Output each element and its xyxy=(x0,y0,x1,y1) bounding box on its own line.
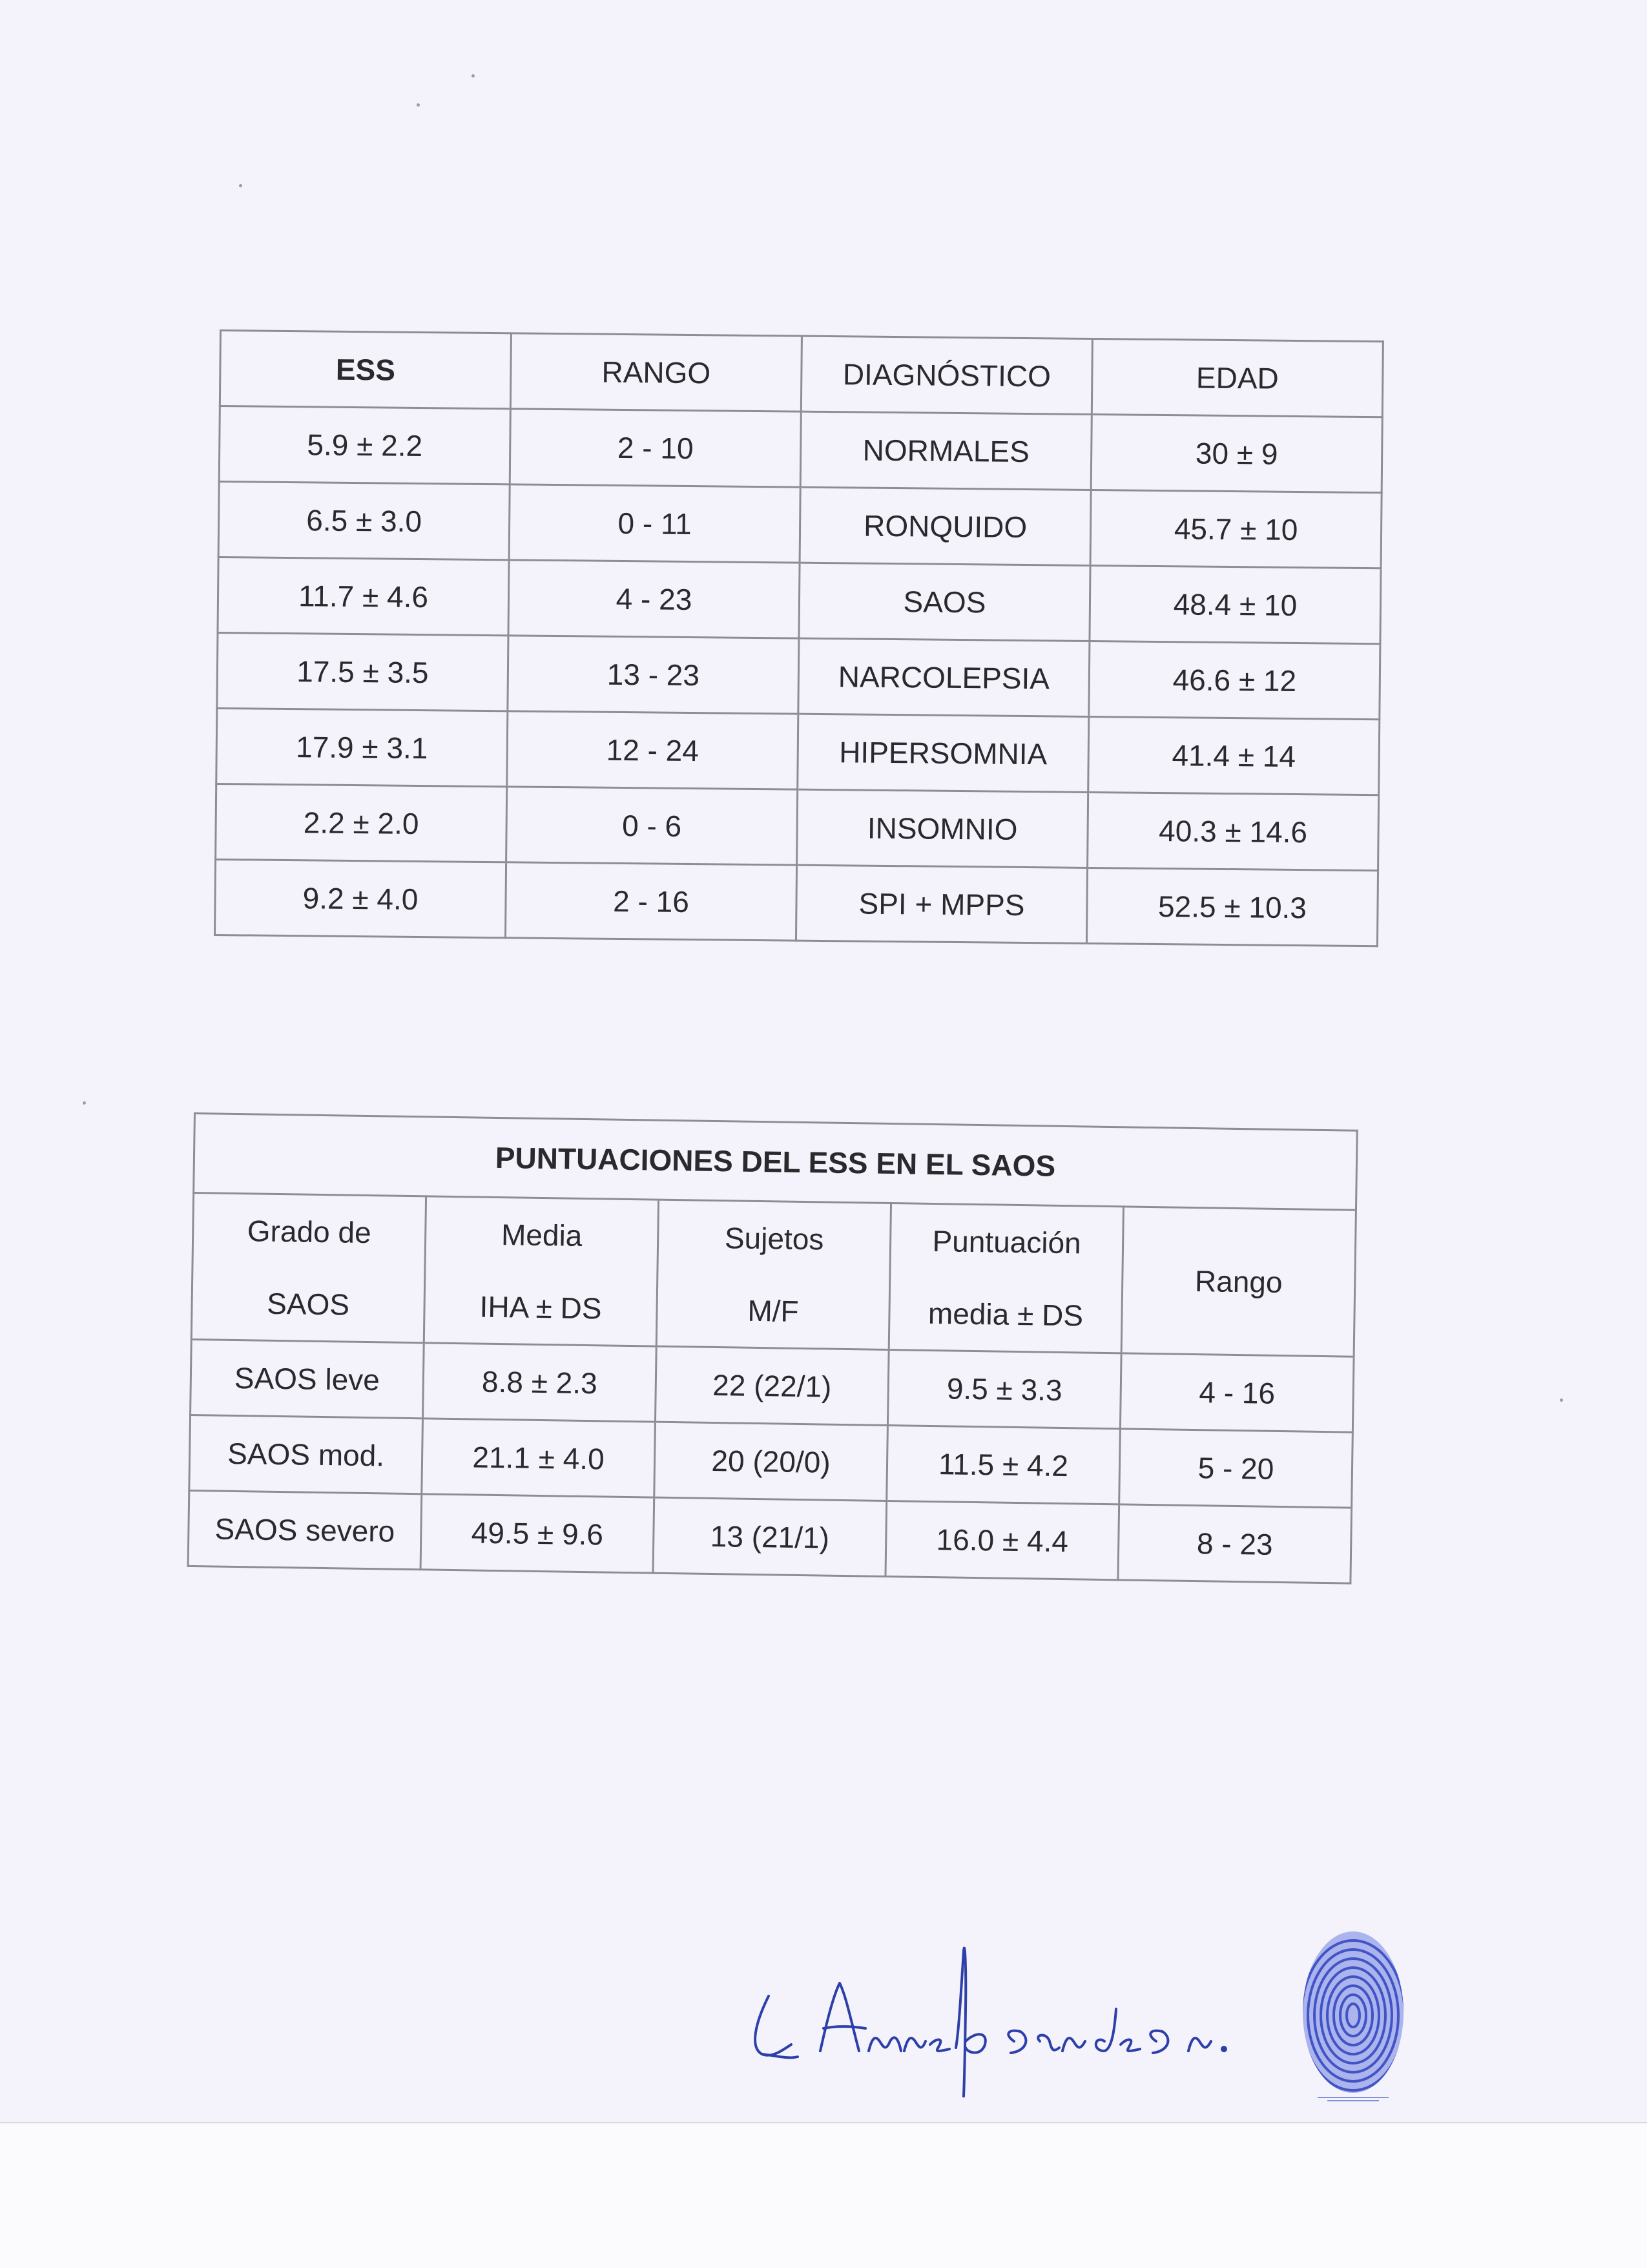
table-row xyxy=(218,557,1381,643)
header-rango xyxy=(1121,1207,1356,1357)
scan-speck xyxy=(83,1101,86,1105)
cell-diagnostico: NORMALES xyxy=(800,411,1092,490)
table-row xyxy=(215,859,1378,946)
header-line: Sujetos xyxy=(724,1221,824,1256)
header-line: SAOS xyxy=(266,1286,350,1322)
thumbprint xyxy=(1298,1928,1408,2103)
scan-speck xyxy=(1560,1399,1563,1402)
header-line: M/F xyxy=(747,1293,800,1328)
header-line: Rango xyxy=(1194,1264,1283,1300)
cell-edad: 46.6 ± 12 xyxy=(1089,641,1380,719)
table-row xyxy=(216,708,1380,795)
cell-puntuacion: 9.5 ± 3.3 xyxy=(887,1350,1121,1429)
header-sujetos xyxy=(656,1200,891,1349)
header-media xyxy=(424,1196,658,1346)
cell-rango: 13 - 23 xyxy=(508,636,799,714)
header-line: media ± DS xyxy=(927,1296,1084,1333)
cell-ess: 6.5 ± 3.0 xyxy=(218,482,510,560)
cell-diagnostico: SAOS xyxy=(799,563,1090,641)
cell-sujetos: 22 (22/1) xyxy=(655,1346,889,1425)
scan-speck xyxy=(471,74,475,78)
cell-diagnostico: HIPERSOMNIA xyxy=(798,714,1089,792)
cell-grado: SAOS severo xyxy=(188,1490,422,1569)
scan-margin xyxy=(0,2122,1647,2268)
table-row xyxy=(218,482,1382,568)
header-line: Media xyxy=(501,1218,583,1253)
cell-rango: 4 - 23 xyxy=(508,560,800,638)
header-rango: RANGO xyxy=(510,333,802,411)
header-line: Puntuación xyxy=(932,1223,1082,1260)
cell-media: 8.8 ± 2.3 xyxy=(423,1343,657,1422)
cell-media: 49.5 ± 9.6 xyxy=(420,1494,654,1573)
cell-rango: 5 - 20 xyxy=(1119,1429,1353,1508)
cell-edad: 30 ± 9 xyxy=(1091,414,1382,492)
cell-edad: 40.3 ± 14.6 xyxy=(1088,792,1379,870)
cell-rango: 0 - 11 xyxy=(509,484,800,563)
cell-puntuacion: 11.5 ± 4.2 xyxy=(887,1425,1121,1504)
table-title: PUNTUACIONES DEL ESS EN EL SAOS xyxy=(194,1114,1358,1211)
cell-diagnostico: RONQUIDO xyxy=(800,487,1091,565)
table-row xyxy=(219,406,1382,493)
header-line: Grado de xyxy=(247,1214,372,1250)
header-line: IHA ± DS xyxy=(479,1289,602,1326)
cell-edad: 41.4 ± 14 xyxy=(1088,716,1380,795)
cell-edad: 52.5 ± 10.3 xyxy=(1086,868,1378,946)
cell-ess: 17.9 ± 3.1 xyxy=(216,708,508,786)
cell-rango: 4 - 16 xyxy=(1120,1353,1354,1432)
cell-diagnostico: INSOMNIO xyxy=(797,789,1088,868)
scan-speck xyxy=(417,103,420,107)
cell-ess: 5.9 ± 2.2 xyxy=(219,406,510,484)
table-row xyxy=(216,784,1379,870)
header-ess: ESS xyxy=(220,331,511,409)
cell-diagnostico: NARCOLEPSIA xyxy=(798,638,1090,716)
scan-speck xyxy=(239,184,242,187)
cell-grado: SAOS mod. xyxy=(189,1415,423,1493)
header-edad: EDAD xyxy=(1092,338,1383,417)
cell-grado: SAOS leve xyxy=(191,1339,424,1418)
saos-scores-table xyxy=(187,1112,1358,1585)
cell-edad: 45.7 ± 10 xyxy=(1090,490,1382,568)
cell-diagnostico: SPI + MPPS xyxy=(796,865,1087,943)
cell-rango: 8 - 23 xyxy=(1118,1504,1352,1583)
header-puntuacion xyxy=(889,1203,1123,1353)
cell-ess: 2.2 ± 2.0 xyxy=(216,784,507,862)
cell-sujetos: 13 (21/1) xyxy=(653,1497,887,1576)
cell-sujetos: 20 (20/0) xyxy=(654,1422,888,1501)
cell-rango: 12 - 24 xyxy=(507,711,798,789)
cell-media: 21.1 ± 4.0 xyxy=(422,1419,656,1497)
table-header-row xyxy=(220,331,1383,417)
table-row xyxy=(217,632,1380,719)
ess-diagnosis-table xyxy=(214,329,1384,947)
cell-puntuacion: 16.0 ± 4.4 xyxy=(886,1501,1119,1579)
cell-ess: 17.5 ± 3.5 xyxy=(217,632,508,711)
cell-edad: 48.4 ± 10 xyxy=(1090,565,1381,643)
handwritten-signature xyxy=(743,1912,1259,2099)
header-grado xyxy=(191,1193,426,1343)
header-diagnostico: DIAGNÓSTICO xyxy=(801,336,1092,414)
table-header-row xyxy=(191,1193,1356,1357)
cell-ess: 11.7 ± 4.6 xyxy=(218,557,509,635)
cell-rango: 0 - 6 xyxy=(506,787,798,865)
cell-rango: 2 - 16 xyxy=(505,862,796,941)
cell-rango: 2 - 10 xyxy=(510,409,801,487)
cell-ess: 9.2 ± 4.0 xyxy=(215,859,506,937)
